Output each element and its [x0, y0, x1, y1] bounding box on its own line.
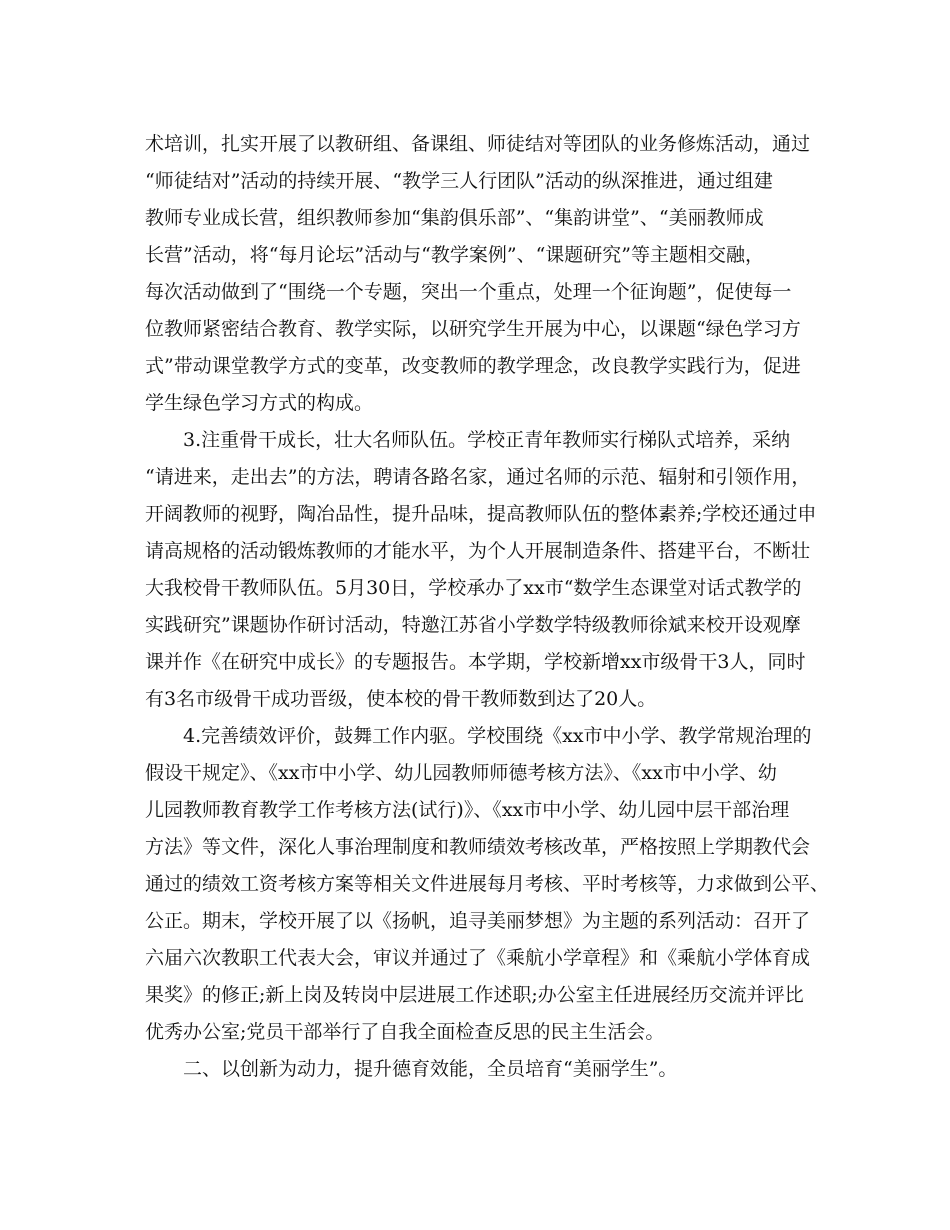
- text-line: 学生绿色学习方式的构成。: [145, 392, 374, 414]
- text-line: 式”带动课堂教学方式的变革，改变教师的教学理念，改良教学实践行为，促进: [145, 355, 801, 377]
- document-body: [145, 126, 830, 1088]
- text-line: 六届六次教职工代表大会，审议并通过了《乘航小学章程》和《乘航小学体育成: [145, 947, 811, 969]
- text-line: 假设干规定》、《xx市中小学、幼儿园教师师德考核方法》、《xx市中小学、幼: [145, 762, 777, 784]
- text-line: 开阔教师的视野，陶冶品性，提升品味，提高教师队伍的整体素养;学校还通过申: [145, 503, 817, 525]
- text-line: 每次活动做到了“围绕一个专题，突出一个重点，处理一个征询题”，促使每一: [145, 281, 792, 303]
- text-line: 大我校骨干教师队伍。5月30日，学校承办了xx市“数学生态课堂对话式教学的: [145, 577, 802, 599]
- text-line: 有3名市级骨干成功晋级，使本校的骨干教师数到达了20人。: [145, 688, 657, 710]
- text-line: 请高规格的活动锻炼教师的才能水平，为个人开展制造条件、搭建平台，不断壮: [145, 540, 811, 562]
- text-line: 术培训，扎实开展了以教研组、备课组、师徒结对等团队的业务修炼活动，通过: [145, 133, 811, 155]
- text-line: “师徒结对”活动的持续开展、“教学三人行团队”活动的纵深推进，通过组建: [145, 170, 773, 192]
- section-heading: 二、以创新为动力，提升德育效能，全员培育“美丽学生”。: [183, 1058, 678, 1080]
- text-line: 果奖》的修正;新上岗及转岗中层进展工作述职;办公室主任进展经历交流并评比: [145, 984, 804, 1006]
- paragraph-start-line: 3.注重骨干成长，壮大名师队伍。学校正青年教师实行梯队式培养，采纳: [183, 429, 791, 451]
- text-line: 方法》等文件，深化人事治理制度和教师绩效考核改革，严格按照上学期教代会: [145, 836, 811, 858]
- text-line: 课并作《在研究中成长》的专题报告。本学期，学校新增xx市级骨干3人，同时: [145, 651, 806, 673]
- text-line: 儿园教师教育教学工作考核方法(试行)》、《xx市中小学、幼儿园中层干部治理: [145, 799, 790, 821]
- text-line: 长营”活动，将“每月论坛”活动与“教学案例”、“课题研究”等主题相交融，: [145, 244, 764, 266]
- text-line: 优秀办公室;党员干部举行了自我全面检查反思的民主生活会。: [145, 1021, 665, 1043]
- text-line: “请进来，走出去”的方法，聘请各路名家，通过名师的示范、辐射和引领作用，: [145, 466, 811, 488]
- paragraph-start-line: 4.完善绩效评价，鼓舞工作内驱。学校围绕《xx市中小学、教学常规治理的: [183, 725, 812, 747]
- text-line: 教师专业成长营，组织教师参加“集韵俱乐部”、“集韵讲堂”、“美丽教师成: [145, 207, 764, 229]
- text-line: 位教师紧密结合教育、教学实际，以研究学生开展为中心，以课题“绿色学习方: [145, 318, 801, 340]
- text-line: 公正。期末，学校开展了以《扬帆，追寻美丽梦想》为主题的系列活动：召开了: [145, 910, 811, 932]
- text-line: 通过的绩效工资考核方案等相关文件进展每月考核、平时考核等，力求做到公平、: [145, 873, 830, 895]
- text-line: 实践研究”课题协作研讨活动，特邀江苏省小学数学特级教师徐斌来校开设观摩: [145, 614, 801, 636]
